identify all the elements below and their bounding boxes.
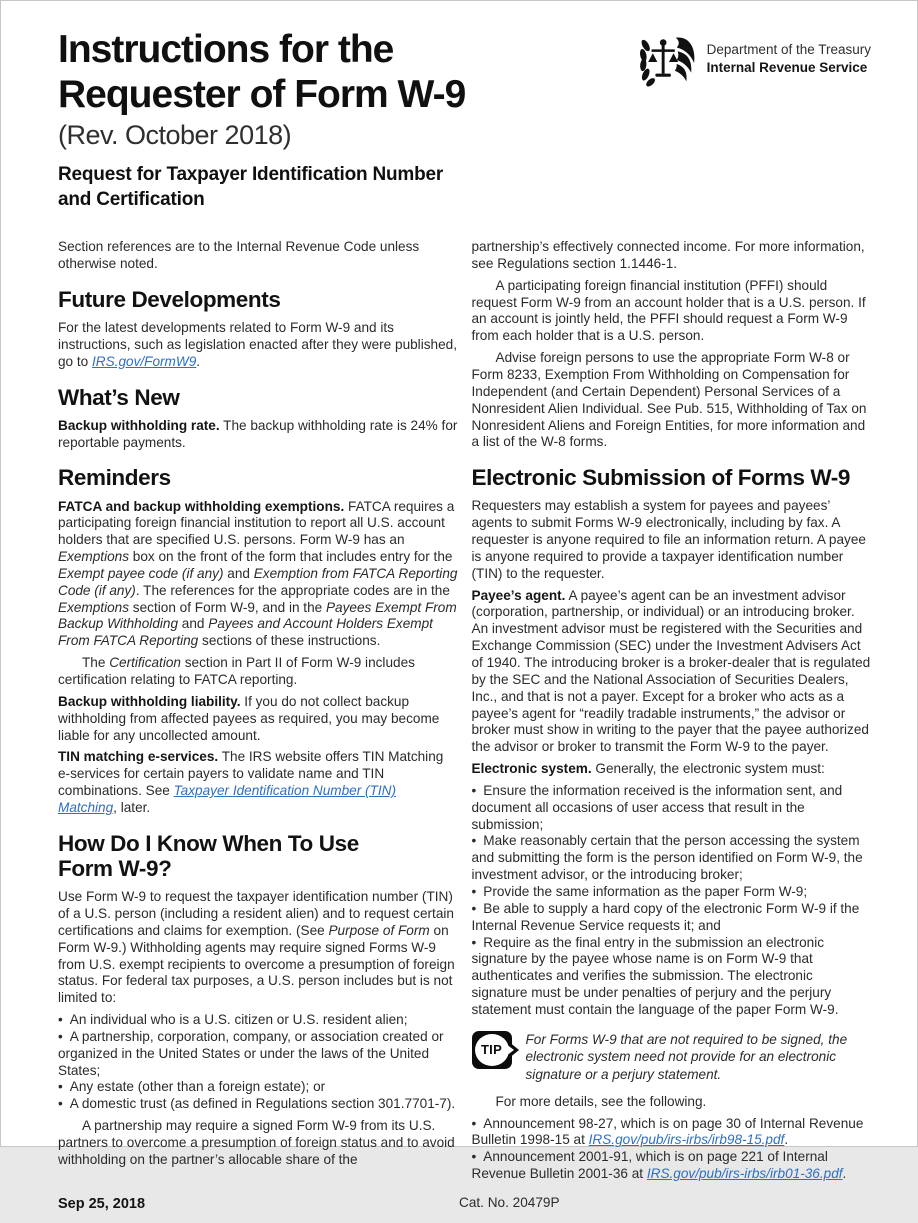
paragraph	[58, 418, 458, 452]
agency-block	[637, 33, 871, 89]
bullet-icon: •	[471, 900, 477, 916]
text-run: section of Form W-9, and in the	[129, 599, 326, 615]
bullet-icon: •	[58, 1012, 63, 1028]
bullet-icon: •	[471, 1149, 477, 1165]
text-run: The IRS website offers TIN Matching e-services for certain payers to validate name and TIN combinations. See	[58, 749, 444, 799]
bullet-icon: •	[471, 782, 477, 798]
section-heading: What’s New	[58, 384, 180, 410]
bullet-item	[58, 1029, 458, 1080]
text-run: .	[784, 1132, 789, 1148]
text-run: Ensure the information received is the information sent, and document all occasions of user access that result in the submission;	[471, 782, 843, 832]
bullet-item	[472, 783, 872, 834]
bullet-item	[472, 1149, 872, 1183]
bullet-icon: •	[471, 934, 477, 950]
document-body	[1, 222, 917, 1183]
paragraph	[472, 498, 872, 582]
bullet-item	[472, 884, 872, 901]
bullet-icon: •	[471, 1115, 477, 1131]
bullet-icon: •	[471, 883, 477, 899]
text-run: , later.	[113, 799, 151, 815]
agency-service: Internal Revenue Service	[706, 60, 868, 76]
text-run: sections of these instructions.	[198, 633, 381, 649]
tip-icon-label: TIP	[475, 1034, 509, 1066]
text-run: on Form W-9.) Withholding agents may require signed Forms W-9 from U.S. exempt recipients to overcome a presumption of foreign status. For federal tax purposes, a U.S. person includes but is not limited to:	[58, 922, 455, 1006]
text-run: A participating foreign financial institution (PFFI) should request Form W-9 from an account holder that is a U.S. person. If an account is jointly held, the PFFI should request a Form W-9 from each holder that is a U.S. person.	[471, 277, 866, 344]
header-title-block	[58, 27, 465, 212]
bullet-icon: •	[58, 1079, 63, 1095]
bullet-item	[472, 833, 872, 884]
text-run: If you do not collect backup withholding from affected payees as required, you may become liable for any uncollected amount.	[58, 693, 440, 743]
italic-run: Exemption from FATCA Reporting Code (if any)	[58, 565, 458, 598]
bold-run: Backup withholding liability.	[58, 693, 241, 709]
bullet-item	[58, 1012, 458, 1029]
form-subtitle-line-1: Request for Taxpayer Identification Number	[58, 164, 444, 186]
text-run: and	[178, 616, 209, 632]
bullet-item	[472, 901, 872, 935]
text-run: .	[196, 353, 201, 369]
text-run: Any estate (other than a foreign estate); or	[69, 1079, 326, 1095]
italic-run: Purpose of Form	[328, 922, 430, 938]
paragraph	[58, 320, 458, 371]
document-title	[58, 27, 465, 117]
paragraph	[472, 350, 872, 451]
italic-run: Payees and Account Holders Exempt From FATCA Reporting	[58, 616, 433, 649]
paragraph	[58, 1118, 458, 1169]
text-run: A partnership, corporation, company, or association created or organized in the United States or under the laws of the United States;	[58, 1028, 444, 1078]
text-run: For more details, see the following.	[495, 1093, 707, 1109]
text-run: Provide the same information as the paper Form W-9;	[483, 883, 808, 899]
text-run: Require as the final entry in the submission an electronic signature by the payee whose name is on Form W-9 that authenticates and verifies the submission. The electronic signature must be under penalties of perjury and the perjury statement must contain the language of the paper Form W-9.	[471, 934, 839, 1017]
paragraph	[472, 1094, 872, 1111]
text-run: FATCA requires a participating foreign financial institution to report all U.S. account holders that are specified U.S. persons. Form W-9 has an	[58, 498, 455, 548]
italic-run: Exemptions	[58, 549, 130, 565]
paragraph	[58, 749, 458, 816]
agency-department: Department of the Treasury	[706, 42, 871, 57]
bullet-icon: •	[58, 1028, 63, 1044]
paragraph	[472, 761, 872, 778]
section-heading: Future Developments	[58, 286, 281, 312]
document-title-line-2: Requester of Form W-9	[58, 73, 466, 117]
text-run: Be able to supply a hard copy of the electronic Form W-9 if the Internal Revenue Service requests it; and	[471, 900, 860, 933]
section-heading: Reminders	[58, 465, 171, 491]
paragraph	[58, 239, 458, 273]
text-run: A payee’s agent can be an investment advisor (corporation, partnership, or individual) or an introducing broker. An investment advisor must be registered with the Securities and Exchange Commission (SEC) under the Investment Advisers Act of 1940. The introducing broker is a broker-dealer that is regulated by the SEC and the National Association of Securities Dealers, Inc., and that is not a payer. Except for a broker who acts as a payee’s agent for “readily tradable instruments,” the advisor or broker must show in writing to the payer that the payee authorized the advisor or broker to transmit the Form W-9 to the payer.	[471, 587, 871, 755]
tip-text	[526, 1031, 872, 1084]
inline-link[interactable]: IRS.gov/pub/irs-irbs/irb01-36.pdf	[646, 1166, 843, 1182]
italic-run: Exemptions	[58, 599, 130, 615]
bullet-item	[472, 935, 872, 1019]
paragraph	[58, 499, 458, 651]
text-run: Announcement 98-27, which is on page 30 of Internal Revenue Bulletin 1998-15 at	[471, 1115, 864, 1148]
text-run: Generally, the electronic system must:	[591, 761, 825, 777]
document-title-line-1: Instructions for the	[58, 28, 394, 71]
bold-run: Backup withholding rate.	[58, 417, 220, 433]
paragraph	[472, 588, 872, 756]
inline-link[interactable]: Taxpayer Identification Number (TIN) Matching	[58, 783, 396, 815]
text-run: Requesters may establish a system for payees and payees’ agents to submit Forms W-9 electronically, including by fax. A requester is anyone required to file an information return. A payee is anyone required to provide a taxpayer identification number (TIN) to the requester.	[471, 498, 866, 581]
bold-run: Electronic system.	[471, 761, 592, 777]
text-run: For Forms W-9 that are not required to be signed, the electronic system need not provide for an electronic signature or a perjury statement.	[525, 1031, 848, 1083]
bold-run: TIN matching e-services.	[58, 749, 219, 765]
text-run: The backup withholding rate is 24% for reportable payments.	[58, 417, 458, 450]
text-run: Section references are to the Internal Revenue Code unless otherwise noted.	[58, 239, 420, 271]
irs-eagle-logo	[637, 33, 699, 89]
agency-text	[707, 41, 871, 77]
section-heading: Electronic Submission of Forms W-9	[471, 465, 851, 491]
text-run: An individual who is a U.S. citizen or U.S. resident alien;	[69, 1012, 408, 1028]
paragraph	[58, 694, 458, 745]
paragraph	[58, 889, 458, 1007]
text-run: Announcement 2001-91, which is on page 221 of Internal Revenue Bulletin 2001-36 at	[471, 1149, 828, 1182]
text-run: Advise foreign persons to use the appropriate Form W-8 or Form 8233, Exemption From Withholding on Compensation for Independent (and Certain Dependent) Personal Services of a Nonresident Alien Individual. See Pub. 515, Withholding of Tax on Nonresident Aliens and Foreign Entities, for more information and a list of the W-8 forms.	[471, 350, 867, 450]
italic-run: Payees Exempt From Backup Withholding	[58, 599, 457, 632]
bullet-icon: •	[471, 833, 477, 849]
tip-icon	[472, 1031, 512, 1069]
text-run: partnership’s effectively connected income. For more information, see Regulations section 1.1446-1.	[471, 239, 865, 271]
footer-date: Sep 25, 2018	[58, 1195, 146, 1212]
right-column	[472, 234, 872, 1183]
paragraph	[472, 278, 872, 345]
document-footer	[1, 1183, 917, 1223]
italic-run: Certification	[109, 655, 181, 671]
inline-link[interactable]: IRS.gov/pub/irs-irbs/irb98-15.pdf	[588, 1132, 785, 1148]
bullet-item	[472, 1116, 872, 1150]
text-run: and	[223, 565, 254, 581]
footer-catalog-number: Cat. No. 20479P	[459, 1194, 560, 1210]
text-run: The	[82, 655, 110, 671]
text-run: A domestic trust (as defined in Regulations section 301.7701-7).	[69, 1096, 456, 1112]
text-run: section in Part II of Form W-9 includes certification relating to FATCA reporting.	[58, 655, 415, 687]
bold-run: FATCA and backup withholding exemptions.	[58, 498, 345, 514]
text-run: box on the front of the form that includes entry for the	[129, 549, 453, 565]
form-subtitle	[58, 163, 465, 212]
text-run: A partnership may require a signed Form W-9 from its U.S. partners to overcome a presumption of foreign status and to avoid withholding on the partner’s allocable share of the	[58, 1118, 455, 1167]
text-run: .	[842, 1166, 847, 1182]
bold-run: Payee’s agent.	[471, 587, 566, 603]
left-column	[58, 234, 458, 1183]
revision-date: (Rev. October 2018)	[58, 120, 292, 151]
text-run: For the latest developments related to Form W-9 and its instructions, such as legislation enacted after they were published, go to	[58, 319, 457, 369]
document-header	[1, 1, 917, 212]
bullet-item	[58, 1079, 458, 1096]
paragraph	[58, 655, 458, 689]
paragraph	[472, 239, 872, 273]
text-run: Use Form W-9 to request the taxpayer identification number (TIN) of a U.S. person (including a resident alien) and to request certain certifications and claims for exemption. (See	[58, 889, 454, 938]
inline-link[interactable]: IRS.gov/FormW9	[92, 353, 197, 369]
italic-run: Exempt payee code (if any)	[58, 565, 224, 581]
text-run: . The references for the appropriate codes are in the	[135, 582, 450, 598]
bullet-item	[58, 1096, 458, 1113]
tip-note	[472, 1031, 872, 1084]
text-run: Make reasonably certain that the person accessing the system and submitting the form is the person identified on Form W-9, the investment advisor, or the introducing broker;	[471, 833, 863, 883]
form-subtitle-line-2: and Certification	[58, 188, 205, 210]
bullet-icon: •	[58, 1096, 63, 1112]
section-heading: How Do I Know When To Use Form W-9?	[58, 830, 359, 881]
